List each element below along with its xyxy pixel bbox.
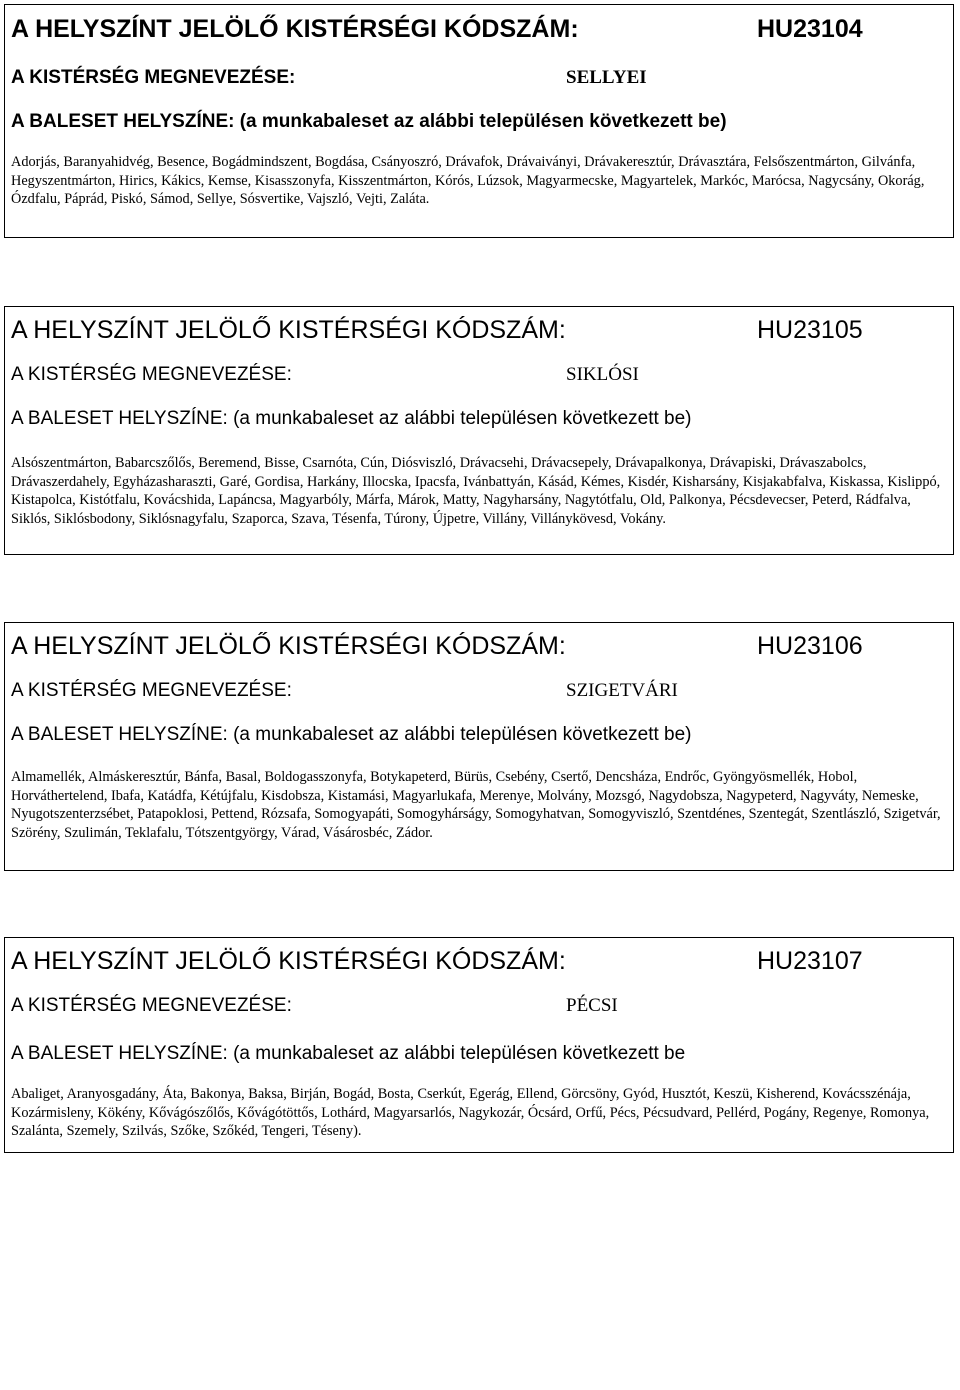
accident-location-label: A BALESET HELYSZÍNE: (a munkabaleset az alábbi településen következett be): [11, 111, 727, 132]
district-block-3: [4, 622, 954, 871]
district-name-value: SELLYEI: [566, 67, 647, 88]
district-name-value: SIKLÓSI: [566, 364, 639, 385]
district-code-label: A HELYSZÍNT JELÖLŐ KISTÉRSÉGI KÓDSZÁM:: [11, 947, 566, 975]
district-code-value: HU23107: [757, 947, 863, 975]
district-name-value: PÉCSI: [566, 995, 618, 1016]
district-block-2: [4, 306, 954, 555]
district-name-label: A KISTÉRSÉG MEGNEVEZÉSE:: [11, 680, 292, 701]
settlement-list: Adorjás, Baranyahidvég, Besence, Bogádmindszent, Bogdása, Csányoszró, Drávafok, Drávaiványi, Drávakeresztúr, Drávasztára, Felsőszentmárton, Gilvánfa, Hegyszentmárton, Hirics, Kákics, Kemse, Kisasszonyfa, Kisszentmárton, Kórós, Lúzsok, Magyarmecske, Magyartelek, Markóc, Marócsa, Nagycsány, Okorág, Ózdfalu, Páprád, Piskó, Sámod, Sellye, Sósvertike, Vajszló, Vejti, Zaláta.: [11, 154, 925, 207]
district-code-label: A HELYSZÍNT JELÖLŐ KISTÉRSÉGI KÓDSZÁM:: [11, 632, 566, 660]
settlement-list: Alsószentmárton, Babarcszőlős, Beremend, Bisse, Csarnóta, Cún, Diósviszló, Drávacsehi, Drávacsepely, Drávapalkonya, Drávapiski, Drávaszabolcs, Drávaszerdahely, Egyházasharaszti, Garé, Gordisa, Harkány, Illocska, Ipacsfa, Ivánbattyán, Kásád, Kémes, Kisdér, Kisharsány, Kisjakabfalva, Kiskassa, Kislippó, Kistapolca, Kistótfalu, Kovácshida, Lapáncsa, Magyarbóly, Márfa, Márok, Matty, Nagyharsány, Nagytótfalu, Old, Palkonya, Pécsdevecser, Peterd, Rádfalva, Siklós, Siklósbodony, Siklósnagyfalu, Szaporca, Szava, Tésenfa, Túrony, Újpetre, Villány, Villánykövesd, Vokány.: [11, 455, 941, 527]
district-code-value: HU23105: [757, 316, 863, 344]
settlement-list: Abaliget, Aranyosgadány, Áta, Bakonya, Baksa, Birján, Bogád, Bosta, Cserkút, Egerág, Ellend, Görcsöny, Gyód, Husztót, Keszü, Kisherend, Kovácsszénája, Kozármisleny, Kökény, Kővágószőlős, Kővágótöttős, Lothárd, Magyarsarlós, Nagykozár, Ócsárd, Orfű, Pécs, Pécsudvard, Pellérd, Pogány, Regenye, Romonya, Szalánta, Szemely, Szilvás, Szőke, Szőkéd, Tengeri, Téseny).: [11, 1086, 930, 1139]
district-name-label: A KISTÉRSÉG MEGNEVEZÉSE:: [11, 995, 292, 1016]
district-name-value: SZIGETVÁRI: [566, 680, 678, 701]
accident-location-label: A BALESET HELYSZÍNE: (a munkabaleset az alábbi településen következett be: [11, 1043, 686, 1064]
district-code-value: HU23106: [757, 632, 863, 660]
accident-location-label: A BALESET HELYSZÍNE: (a munkabaleset az alábbi településen következett be): [11, 724, 692, 745]
district-name-label: A KISTÉRSÉG MEGNEVEZÉSE:: [11, 67, 296, 88]
district-code-value: HU23104: [757, 15, 863, 43]
district-block-4: [4, 937, 954, 1153]
settlement-list: Almamellék, Almáskeresztúr, Bánfa, Basal, Boldogasszonyfa, Botykapeterd, Bürüs, Csebény, Csertő, Dencsháza, Endrőc, Gyöngyösmellék, Hobol, Horváthertelend, Ibafa, Katádfa, Kétújfalu, Kisdobsza, Kistamási, Magyarlukafa, Merenye, Molvány, Mozsgó, Nagydobsza, Nagypeterd, Nagyváty, Nemeske, Nyugotszenterzsébet, Patapoklosi, Pettend, Rózsafa, Somogyapáti, Somogyhárságy, Somogyhatvan, Somogyviszló, Szentdénes, Szentegát, Szentlászló, Szigetvár, Szörény, Szulimán, Teklafalu, Tótszentgyörgy, Várad, Vásárosbéc, Zádor.: [11, 769, 941, 841]
district-name-label: A KISTÉRSÉG MEGNEVEZÉSE:: [11, 364, 292, 385]
district-block-1: [4, 4, 954, 238]
district-code-label: A HELYSZÍNT JELÖLŐ KISTÉRSÉGI KÓDSZÁM:: [11, 316, 566, 344]
accident-location-label: A BALESET HELYSZÍNE: (a munkabaleset az alábbi településen következett be): [11, 408, 692, 429]
district-code-label: A HELYSZÍNT JELÖLŐ KISTÉRSÉGI KÓDSZÁM:: [11, 15, 579, 43]
